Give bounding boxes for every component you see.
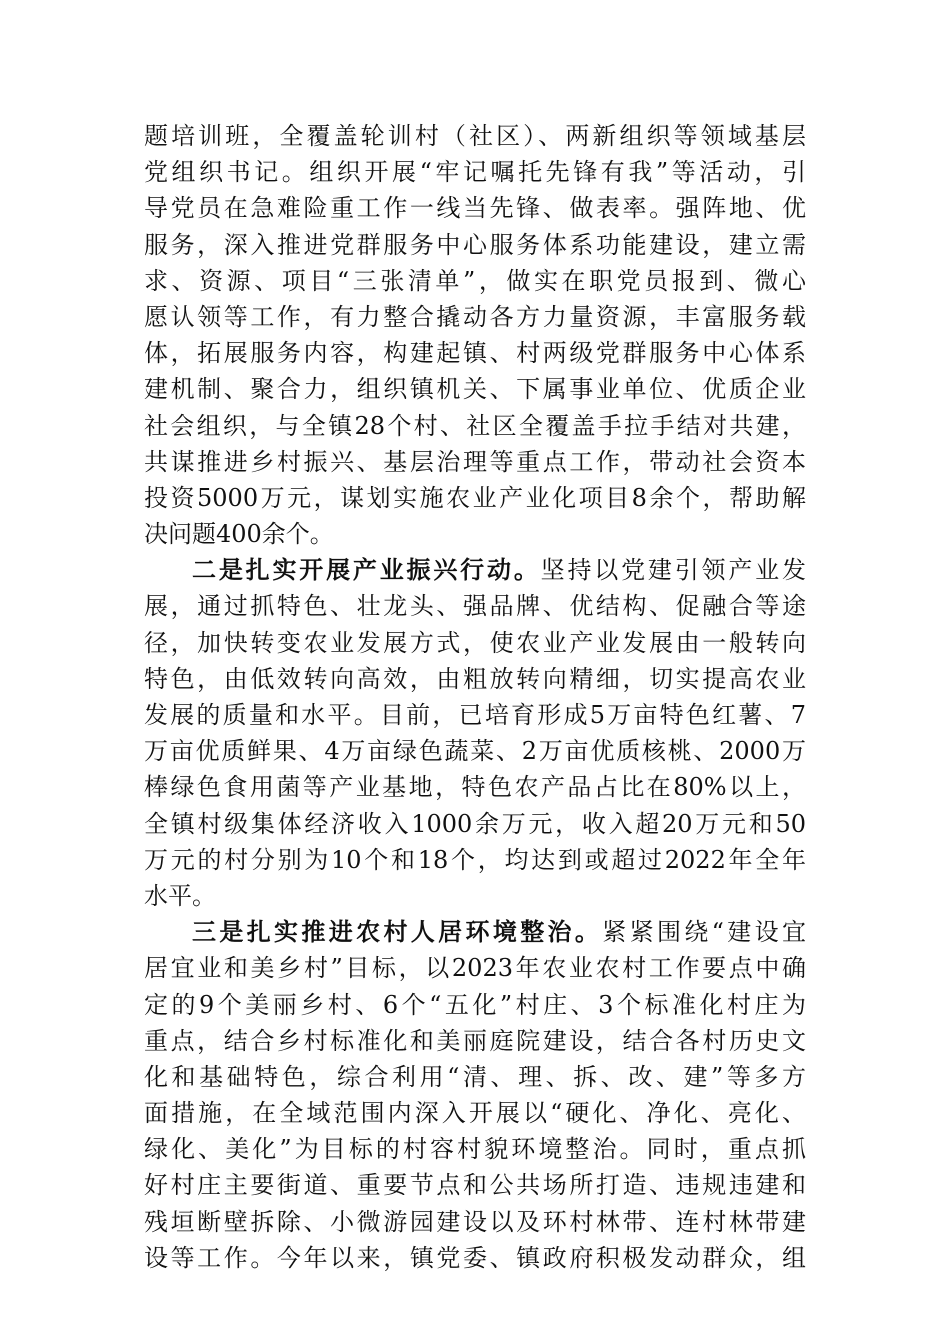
p2-line: 全镇村级集体经济收入1000余万元，收入超20万元和50 — [144, 809, 806, 838]
p1-line: 导党员在急难险重工作一线当先锋、做表率。强阵地、优 — [144, 194, 806, 223]
p2-line: 万亩优质鲜果、4万亩绿色蔬菜、2万亩优质核桃、2000万 — [144, 737, 806, 766]
p2-line: 水平。 — [144, 881, 216, 910]
p1-line: 党组织书记。组织开展“牢记嘱托先锋有我”等活动，引 — [144, 158, 806, 187]
p2-line: 发展的质量和水平。目前，已培育形成5万亩特色红薯、7 — [144, 701, 806, 729]
p3-line: 残垣断壁拆除、小微游园建设以及环村林带、连村林带建 — [144, 1207, 806, 1236]
p2-line: 万元的村分别为10个和18个，均达到或超过2022年全年 — [144, 845, 806, 874]
p1-line: 共谋推进乡村振兴、基层治理等重点工作，带动社会资本 — [144, 447, 806, 476]
p2-first-line — [144, 552, 806, 588]
p1-line: 体，拓展服务内容，构建起镇、村两级党群服务中心体系 — [144, 339, 806, 368]
p1-line: 社会组织，与全镇28个村、社区全覆盖手拉手结对共建， — [144, 411, 806, 440]
p1-line: 服务，深入推进党群服务中心服务体系功能建设，建立需 — [144, 230, 806, 259]
p3-line: 面措施，在全域范围内深入开展以“硬化、净化、亮化、 — [144, 1099, 806, 1128]
p3-line: 居宜业和美乡村”目标，以2023年农业农村工作要点中确 — [144, 954, 806, 983]
p2-line: 径，加快转变农业发展方式，使农业产业发展由一般转向 — [144, 628, 806, 657]
p2-first-line-text: 坚持以党建引领产业发 — [540, 556, 806, 585]
p3-line: 定的9个美丽乡村、6个“五化”村庄、3个标准化村庄为 — [144, 990, 806, 1019]
p1-line: 题培训班，全覆盖轮训村（社区）、两新组织等领域基层 — [144, 122, 806, 150]
p3-heading: 三是扎实推进农村人居环境整治。 — [192, 917, 603, 947]
p1-line: 愿认领等工作，有力整合撬动各方力量资源，丰富服务载 — [144, 302, 806, 331]
p2-heading: 二是扎实开展产业振兴行动。 — [192, 555, 541, 585]
p1-line: 决问题400余个。 — [144, 520, 334, 549]
p3-line: 绿化、美化”为目标的村容村貌环境整治。同时，重点抓 — [144, 1135, 806, 1164]
p1-line: 建机制、聚合力，组织镇机关、下属事业单位、优质企业 — [144, 375, 806, 404]
p3-first-line — [144, 914, 806, 950]
p1-line: 求、资源、项目“三张清单”，做实在职党员报到、微心 — [144, 266, 806, 295]
p1-line: 投资5000万元，谋划实施农业产业化项目8余个，帮助解 — [144, 483, 806, 512]
p3-line: 重点，结合乡村标准化和美丽庭院建设，结合各村历史文 — [144, 1026, 806, 1055]
p3-first-line-text: 紧紧围绕“建设宜 — [602, 918, 806, 947]
p2-line: 棒绿色食用菌等产业基地，特色农产品占比在80%以上， — [144, 773, 806, 802]
body-text — [144, 118, 806, 1276]
p2-line: 特色，由低效转向高效，由粗放转向精细，切实提高农业 — [144, 664, 806, 693]
p3-line: 设等工作。今年以来，镇党委、镇政府积极发动群众，组 — [144, 1243, 806, 1272]
p2-line: 展，通过抓特色、壮龙头、强品牌、优结构、促融合等途 — [144, 592, 806, 621]
p3-line: 化和基础特色，综合利用“清、理、拆、改、建”等多方 — [144, 1062, 806, 1091]
p3-line: 好村庄主要街道、重要节点和公共场所打造、违规违建和 — [144, 1171, 806, 1200]
